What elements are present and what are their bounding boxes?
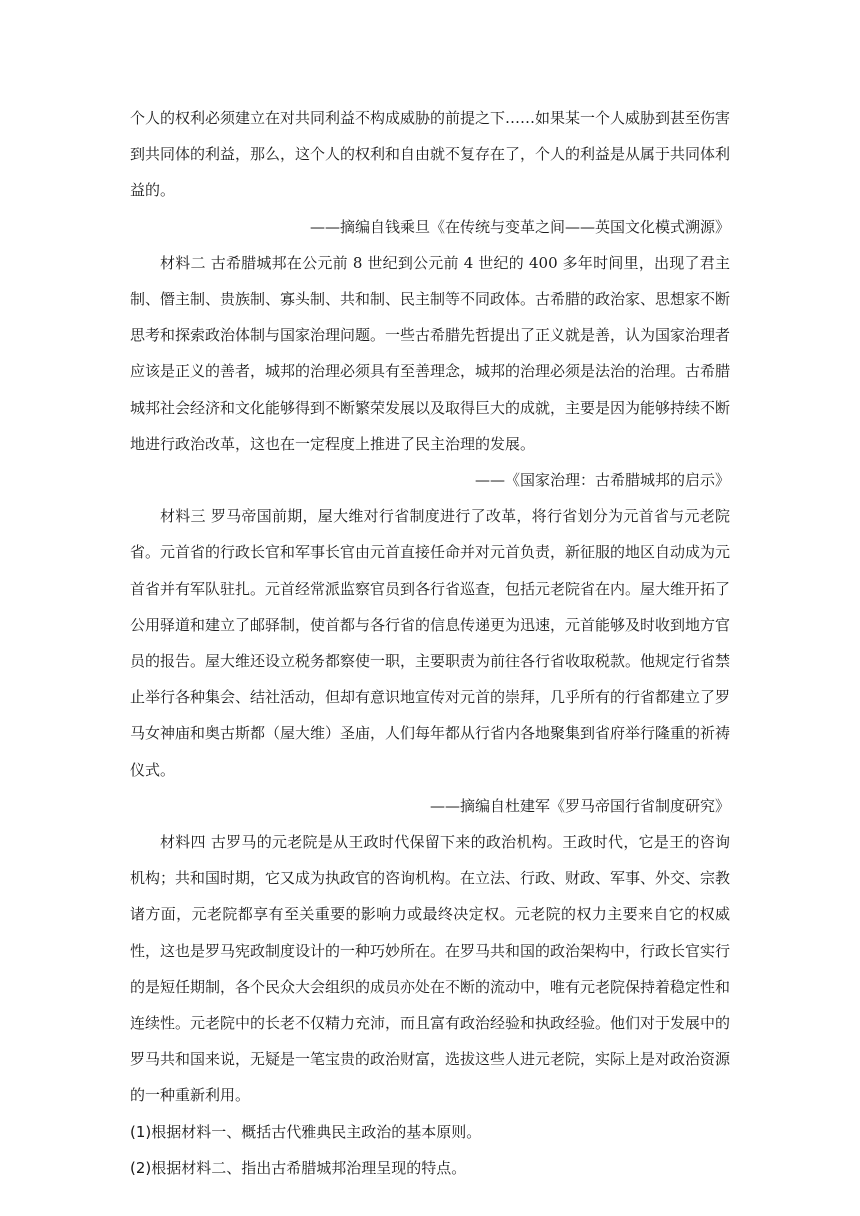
document-body bbox=[130, 100, 730, 1186]
question-one: (1)根据材料一、概括古代雅典民主政治的基本原则。 bbox=[130, 1122, 482, 1141]
source-citation-one: ——摘编自钱乘旦《在传统与变革之间——英国文化模式溯源》 bbox=[309, 217, 730, 236]
material-three-paragraph: 材料三 罗马帝国前期，屋大维对行省制度进行了改革，将行省划分为元首省与元老院省。元首省的行政长官和军事长官由元首直接任命并对元首负责，新征服的地区自动成为元首省并有军队驻扎。元首经常派监察官员到各行省巡查，包括元老院省在内。屋大维开拓了公用驿道和建立了邮驿制，使首都与各行省的信息传递更为迅速，元首能够及时收到地方官员的报告。屋大维还设立税务都察使一职，主要职责为前往各行省收取税款。他规定行省禁止举行各种集会、结社活动，但却有意识地宣传对元首的崇拜，几乎所有的行省都建立了罗马女神庙和奥古斯都（屋大维）圣庙，人们每年都从行省内各地聚集到省府举行隆重的祈祷仪式。 bbox=[130, 507, 731, 779]
source-citation-two: ——《国家治理：古希腊城邦的启示》 bbox=[474, 471, 730, 490]
material-one-continuation: 个人的权利必须建立在对共同利益不构成威胁的前提之下……如果某一个人威胁到甚至伤害到共同体的利益，那么，这个人的权利和自由就不复存在了，个人的利益是从属于共同体利益的。 bbox=[130, 109, 731, 200]
question-two: (2)根据材料二、指出古希腊城邦治理呈现的特点。 bbox=[130, 1158, 467, 1177]
material-two-paragraph: 材料二 古希腊城邦在公元前 8 世纪到公元前 4 世纪的 400 多年时间里，出现了君主制、僭主制、贵族制、寡头制、共和制、民主制等不同政体。古希腊的政治家、思想家不断思考和探索政治体制与国家治理问题。一些古希腊先哲提出了正义就是善，认为国家治理者应该是正义的善者，城邦的治理必须具有至善理念，城邦的治理必须是法治的治理。古希腊城邦社会经济和文化能够得到不断繁荣发展以及取得巨大的成就，主要是因为能够持续不断地进行政治改革，这也在一定程度上推进了民主治理的发展。 bbox=[130, 253, 731, 453]
source-citation-three: ——摘编自杜建军《罗马帝国行省制度研究》 bbox=[429, 796, 730, 815]
material-four-paragraph: 材料四 古罗马的元老院是从王政时代保留下来的政治机构。王政时代，它是王的咨询机构；共和国时期，它又成为执政官的咨询机构。在立法、行政、财政、军事、外交、宗教诸方面，元老院都享有至关重要的影响力或最终决定权。元老院的权力主要来自它的权威性，这也是罗马宪政制度设计的一种巧妙所在。在罗马共和国的政治架构中，行政长官实行的是短任期制，各个民众大会组织的成员亦处在不断的流动中，唯有元老院保持着稳定性和连续性。元老院中的长老不仅精力充沛，而且富有政治经验和执政经验。他们对于发展中的罗马共和国来说，无疑是一笔宝贵的政治财富，选拔这些人进元老院，实际上是对政治资源的一种重新利用。 bbox=[130, 833, 731, 1105]
